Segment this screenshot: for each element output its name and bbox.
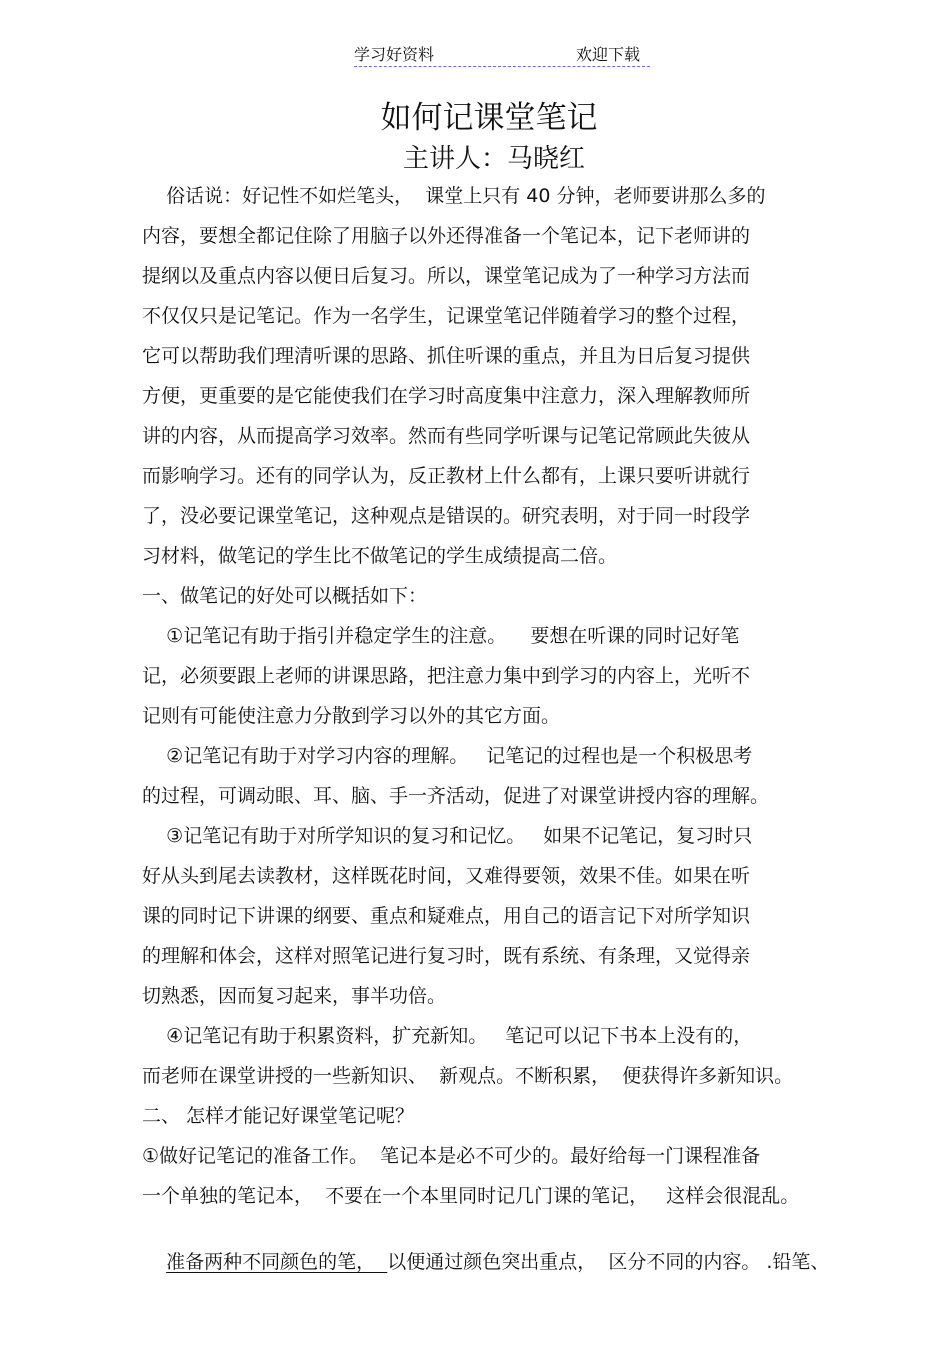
text-line: 一个单独的笔记本， 不要在一个本里同时记几门课的笔记， 这样会很混乱。 (142, 1185, 800, 1207)
underlined-phrase: 准备两种不同颜色的笔， (166, 1251, 388, 1273)
text-line: 讲的内容，从而提高学习效率。然而有些同学听课与记笔记常顾此失彼从 (142, 425, 751, 447)
text-line: 俗话说：好记性不如烂笔头， 课堂上只有 40 分钟，老师要讲那么多的 (142, 185, 766, 207)
text-line: ④记笔记有助于积累资料，扩充新知。 笔记可以记下书本上没有的， (142, 1025, 753, 1047)
text-line: 方便，更重要的是它能使我们在学习时高度集中注意力，深入理解教师所 (142, 385, 751, 407)
text-line: 而老师在课堂讲授的一些新知识、 新观点。不断积累， 便获得许多新知识。 (142, 1065, 794, 1087)
text-line: 了，没必要记课堂笔记，这种观点是错误的。研究表明，对于同一时段学 (142, 505, 751, 527)
text-line: 切熟悉，因而复习起来，事半功倍。 (142, 985, 447, 1007)
text-line: 提纲以及重点内容以便日后复习。所以，课堂笔记成为了一种学习方法而 (142, 265, 751, 287)
text-line: 的过程，可调动眼、耳、脑、手一齐活动，促进了对课堂讲授内容的理解。 (142, 785, 770, 807)
section-heading: 一、做笔记的好处可以概括如下： (142, 585, 428, 607)
text-line: ①做好记笔记的准备工作。 笔记本是必不可少的。最好给每一门课程准备 (142, 1145, 761, 1167)
text-line: ①记笔记有助于指引并稳定学生的注意。 要想在听课的同时记好笔 (142, 625, 740, 647)
section-heading: 二、 怎样才能记好课堂笔记呢？ (142, 1105, 415, 1127)
document-title: 如何记课堂笔记 (380, 100, 598, 136)
text-line: 它可以帮助我们理清听课的思路、抓住听课的重点，并且为日后复习提供 (142, 345, 751, 367)
text-line: 记则有可能使注意力分散到学习以外的其它方面。 (142, 705, 561, 727)
document-subtitle: 主讲人：马晓红 (402, 144, 585, 174)
text-line: 好从头到尾去读教材，这样既花时间，又难得要领，效果不佳。如果在听 (142, 865, 751, 887)
text-line-rest: 以便通过颜色突出重点， 区分不同的内容。 .铅笔、 (387, 1251, 830, 1273)
header-right-text: 欢迎下载 (576, 45, 641, 64)
page-header (354, 40, 650, 67)
text-line: 课的同时记下讲课的纲要、重点和疑难点，用自己的语言记下对所学知识 (142, 905, 751, 927)
text-line-last (142, 1223, 829, 1301)
text-line: 记，必须要跟上老师的讲课思路，把注意力集中到学习的内容上，光听不 (142, 665, 751, 687)
text-line: 的理解和体会，这样对照笔记进行复习时，既有系统、有条理，又觉得亲 (142, 945, 751, 967)
text-line: ②记笔记有助于对学习内容的理解。 记笔记的过程也是一个积极思考 (142, 745, 753, 767)
text-line: ③记笔记有助于对所学知识的复习和记忆。 如果不记笔记，复习时只 (142, 825, 753, 847)
header-left-text: 学习好资料 (354, 45, 435, 64)
text-line: 不仅仅只是记笔记。作为一名学生，记课堂笔记伴随着学习的整个过程， (142, 305, 751, 327)
text-line: 习材料，做笔记的学生比不做笔记的学生成绩提高二倍。 (142, 545, 618, 567)
text-line: 而影响学习。还有的同学认为，反正教材上什么都有，上课只要听讲就行 (142, 465, 751, 487)
text-line: 内容，要想全都记住除了用脑子以外还得准备一个笔记本，记下老师讲的 (142, 225, 751, 247)
